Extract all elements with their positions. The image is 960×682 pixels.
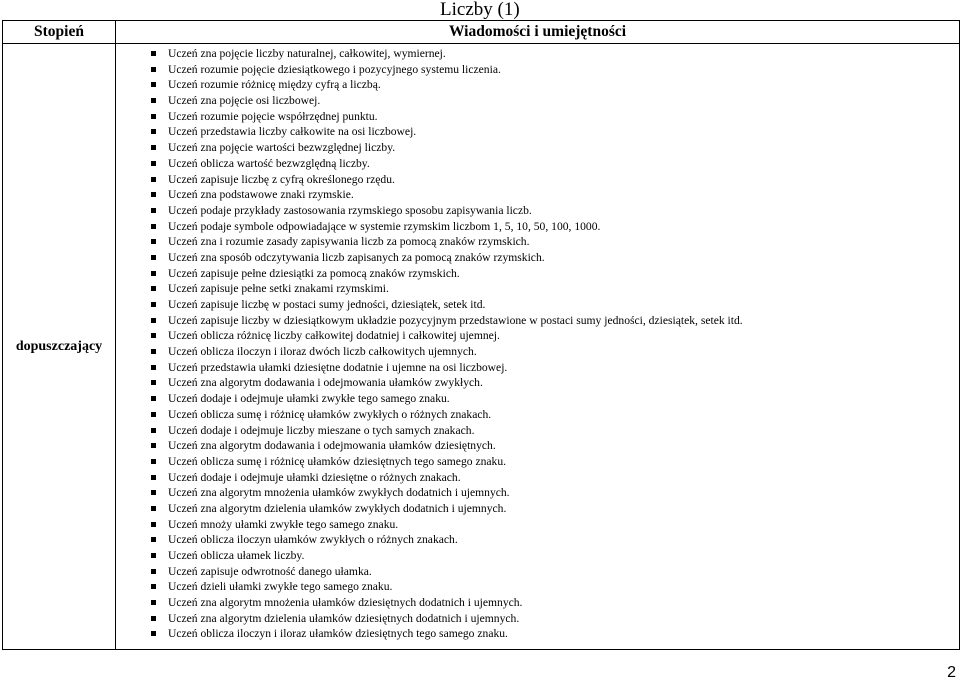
list-item [116, 470, 959, 486]
list-item [116, 391, 959, 407]
document-title: Liczby (1) [440, 0, 520, 20]
list-item [116, 203, 959, 219]
list-item [116, 438, 959, 454]
list-item-text: Uczeń zna sposób odczytywania liczb zapisanych za pomocą znaków rzymskich. [168, 250, 545, 264]
list-item [116, 46, 959, 62]
list-item-text: Uczeń dzieli ułamki zwykłe tego samego znaku. [168, 580, 393, 594]
square-bullet-icon [151, 584, 156, 589]
list-item [116, 344, 959, 360]
square-bullet-icon [151, 553, 156, 558]
list-item [116, 375, 959, 391]
square-bullet-icon [151, 145, 156, 150]
list-item-text: Uczeń oblicza iloczyn ułamków zwykłych o różnych znakach. [168, 533, 458, 547]
square-bullet-icon [151, 302, 156, 307]
list-item-text: Uczeń zna algorytm mnożenia ułamków zwykłych dodatnich i ujemnych. [168, 486, 510, 500]
list-item [116, 124, 959, 140]
list-item [116, 250, 959, 266]
list-item-text: Uczeń zna algorytm dodawania i odejmowania ułamków dziesiętnych. [168, 439, 496, 453]
list-item [116, 93, 959, 109]
list-item-text: Uczeń oblicza wartość bezwzględną liczby. [168, 156, 370, 170]
list-item [116, 564, 959, 580]
list-item-text: Uczeń zna algorytm dzielenia ułamków zwykłych dodatnich i ujemnych. [168, 501, 507, 515]
square-bullet-icon [151, 600, 156, 605]
list-item [116, 234, 959, 250]
list-item [116, 517, 959, 533]
list-item [116, 219, 959, 235]
list-item-text: Uczeń zna i rozumie zasady zapisywania liczb za pomocą znaków rzymskich. [168, 235, 530, 249]
list-item-text: Uczeń zapisuje pełne dziesiątki za pomocą znaków rzymskich. [168, 266, 460, 280]
list-item [116, 595, 959, 611]
table-row [3, 44, 960, 650]
square-bullet-icon [151, 98, 156, 103]
list-item [116, 532, 959, 548]
list-item [116, 297, 959, 313]
list-item-text: Uczeń podaje przykłady zastosowania rzymskiego sposobu zapisywania liczb. [168, 203, 532, 217]
list-item-text: Uczeń zna algorytm dodawania i odejmowania ułamków zwykłych. [168, 376, 483, 390]
square-bullet-icon [151, 490, 156, 495]
list-item [116, 156, 959, 172]
list-item-text: Uczeń oblicza ułamek liczby. [168, 549, 305, 562]
list-item [116, 548, 959, 564]
square-bullet-icon [151, 271, 156, 276]
list-item [116, 360, 959, 376]
square-bullet-icon [151, 333, 156, 338]
square-bullet-icon [151, 522, 156, 527]
square-bullet-icon [151, 318, 156, 323]
square-bullet-icon [151, 412, 156, 417]
square-bullet-icon [151, 365, 156, 370]
square-bullet-icon [151, 459, 156, 464]
square-bullet-icon [151, 569, 156, 574]
list-item-text: Uczeń przedstawia ułamki dziesiętne dodatnie i ujemne na osi liczbowej. [168, 360, 508, 374]
square-bullet-icon [151, 208, 156, 213]
square-bullet-icon [151, 177, 156, 182]
list-item-text: Uczeń mnoży ułamki zwykłe tego samego znaku. [168, 517, 399, 531]
list-item-text: Uczeń zna algorytm dzielenia ułamków dziesiętnych dodatnich i ujemnych. [168, 611, 520, 625]
list-item-text: Uczeń rozumie pojęcie współrzędnej punktu. [168, 109, 378, 123]
list-item-text: Uczeń zna algorytm mnożenia ułamków dziesiętnych dodatnich i ujemnych. [168, 596, 523, 610]
list-item [116, 407, 959, 423]
list-item-text: Uczeń zna pojęcie wartości bezwzględnej liczby. [168, 141, 396, 155]
square-bullet-icon [151, 396, 156, 401]
list-item-text: Uczeń oblicza sumę i różnicę ułamków zwykłych o różnych znakach. [168, 407, 492, 421]
list-item-text: Uczeń zapisuje liczbę z cyfrą określonego rzędu. [168, 172, 395, 186]
square-bullet-icon [151, 380, 156, 385]
square-bullet-icon [151, 161, 156, 166]
list-item-text: Uczeń zna pojęcie liczby naturalnej, całkowitej, wymiernej. [168, 47, 446, 60]
skills-cell [116, 44, 960, 650]
square-bullet-icon [151, 443, 156, 448]
square-bullet-icon [151, 239, 156, 244]
list-item-text: Uczeń zapisuje pełne setki znakami rzymskimi. [168, 282, 389, 296]
square-bullet-icon [151, 616, 156, 621]
list-item [116, 454, 959, 470]
table-header-row [3, 21, 960, 44]
square-bullet-icon [151, 255, 156, 260]
list-item-text: Uczeń dodaje i odejmuje ułamki zwykłe tego samego znaku. [168, 392, 450, 406]
list-item [116, 626, 959, 642]
square-bullet-icon [151, 475, 156, 480]
page-number: 2 [947, 664, 956, 681]
square-bullet-icon [151, 631, 156, 636]
list-item-text: Uczeń dodaje i odejmuje liczby mieszane o tych samych znakach. [168, 423, 475, 437]
list-item [116, 313, 959, 329]
list-item [116, 109, 959, 125]
list-item [116, 501, 959, 517]
list-item [116, 281, 959, 297]
list-item-text: Uczeń zna podstawowe znaki rzymskie. [168, 188, 354, 202]
level-cell: dopuszczający [3, 44, 116, 650]
header-skills: Wiadomości i umiejętności [116, 21, 960, 44]
list-item-text: Uczeń przedstawia liczby całkowite na osi liczbowej. [168, 125, 417, 139]
list-item-text: Uczeń oblicza sumę i różnicę ułamków dziesiętnych tego samego znaku. [168, 454, 507, 468]
square-bullet-icon [151, 192, 156, 197]
skills-list [116, 44, 959, 642]
square-bullet-icon [151, 537, 156, 542]
list-item [116, 611, 959, 627]
list-item-text: Uczeń rozumie różnicę między cyfrą a liczbą. [168, 78, 381, 92]
square-bullet-icon [151, 224, 156, 229]
square-bullet-icon [151, 67, 156, 72]
list-item [116, 423, 959, 439]
square-bullet-icon [151, 349, 156, 354]
square-bullet-icon [151, 51, 156, 56]
square-bullet-icon [151, 428, 156, 433]
list-item [116, 172, 959, 188]
square-bullet-icon [151, 114, 156, 119]
header-level: Stopień [3, 21, 116, 44]
list-item [116, 266, 959, 282]
list-item-text: Uczeń zapisuje liczbę w postaci sumy jedności, dziesiątek, setek itd. [168, 298, 486, 311]
list-item-text: Uczeń dodaje i odejmuje ułamki dziesiętne o różnych znakach. [168, 470, 461, 484]
square-bullet-icon [151, 286, 156, 291]
list-item [116, 62, 959, 78]
list-item-text: Uczeń oblicza iloczyn i iloraz ułamków dziesiętnych tego samego znaku. [168, 627, 508, 641]
list-item-text: Uczeń zapisuje liczby w dziesiątkowym układzie pozycyjnym przedstawione w postaci sumy jedności, dziesiątek, setek itd. [168, 313, 743, 327]
square-bullet-icon [151, 506, 156, 511]
list-item-text: Uczeń rozumie pojęcie dziesiątkowego i pozycyjnego systemu liczenia. [168, 62, 501, 76]
list-item-text: Uczeń oblicza różnicę liczby całkowitej dodatniej i całkowitej ujemnej. [168, 329, 500, 343]
list-item [116, 187, 959, 203]
list-item-text: Uczeń zna pojęcie osi liczbowej. [168, 94, 321, 108]
list-item-text: Uczeń zapisuje odwrotność danego ułamka. [168, 564, 372, 578]
list-item-text: Uczeń podaje symbole odpowiadające w systemie rzymskim liczbom 1, 5, 10, 50, 100, 1000. [168, 219, 601, 233]
list-item-text: Uczeń oblicza iloczyn i iloraz dwóch liczb całkowitych ujemnych. [168, 345, 477, 359]
square-bullet-icon [151, 129, 156, 134]
list-item [116, 140, 959, 156]
list-item [116, 485, 959, 501]
list-item [116, 328, 959, 344]
list-item [116, 77, 959, 93]
square-bullet-icon [151, 82, 156, 87]
list-item [116, 579, 959, 595]
requirements-table [2, 20, 960, 650]
